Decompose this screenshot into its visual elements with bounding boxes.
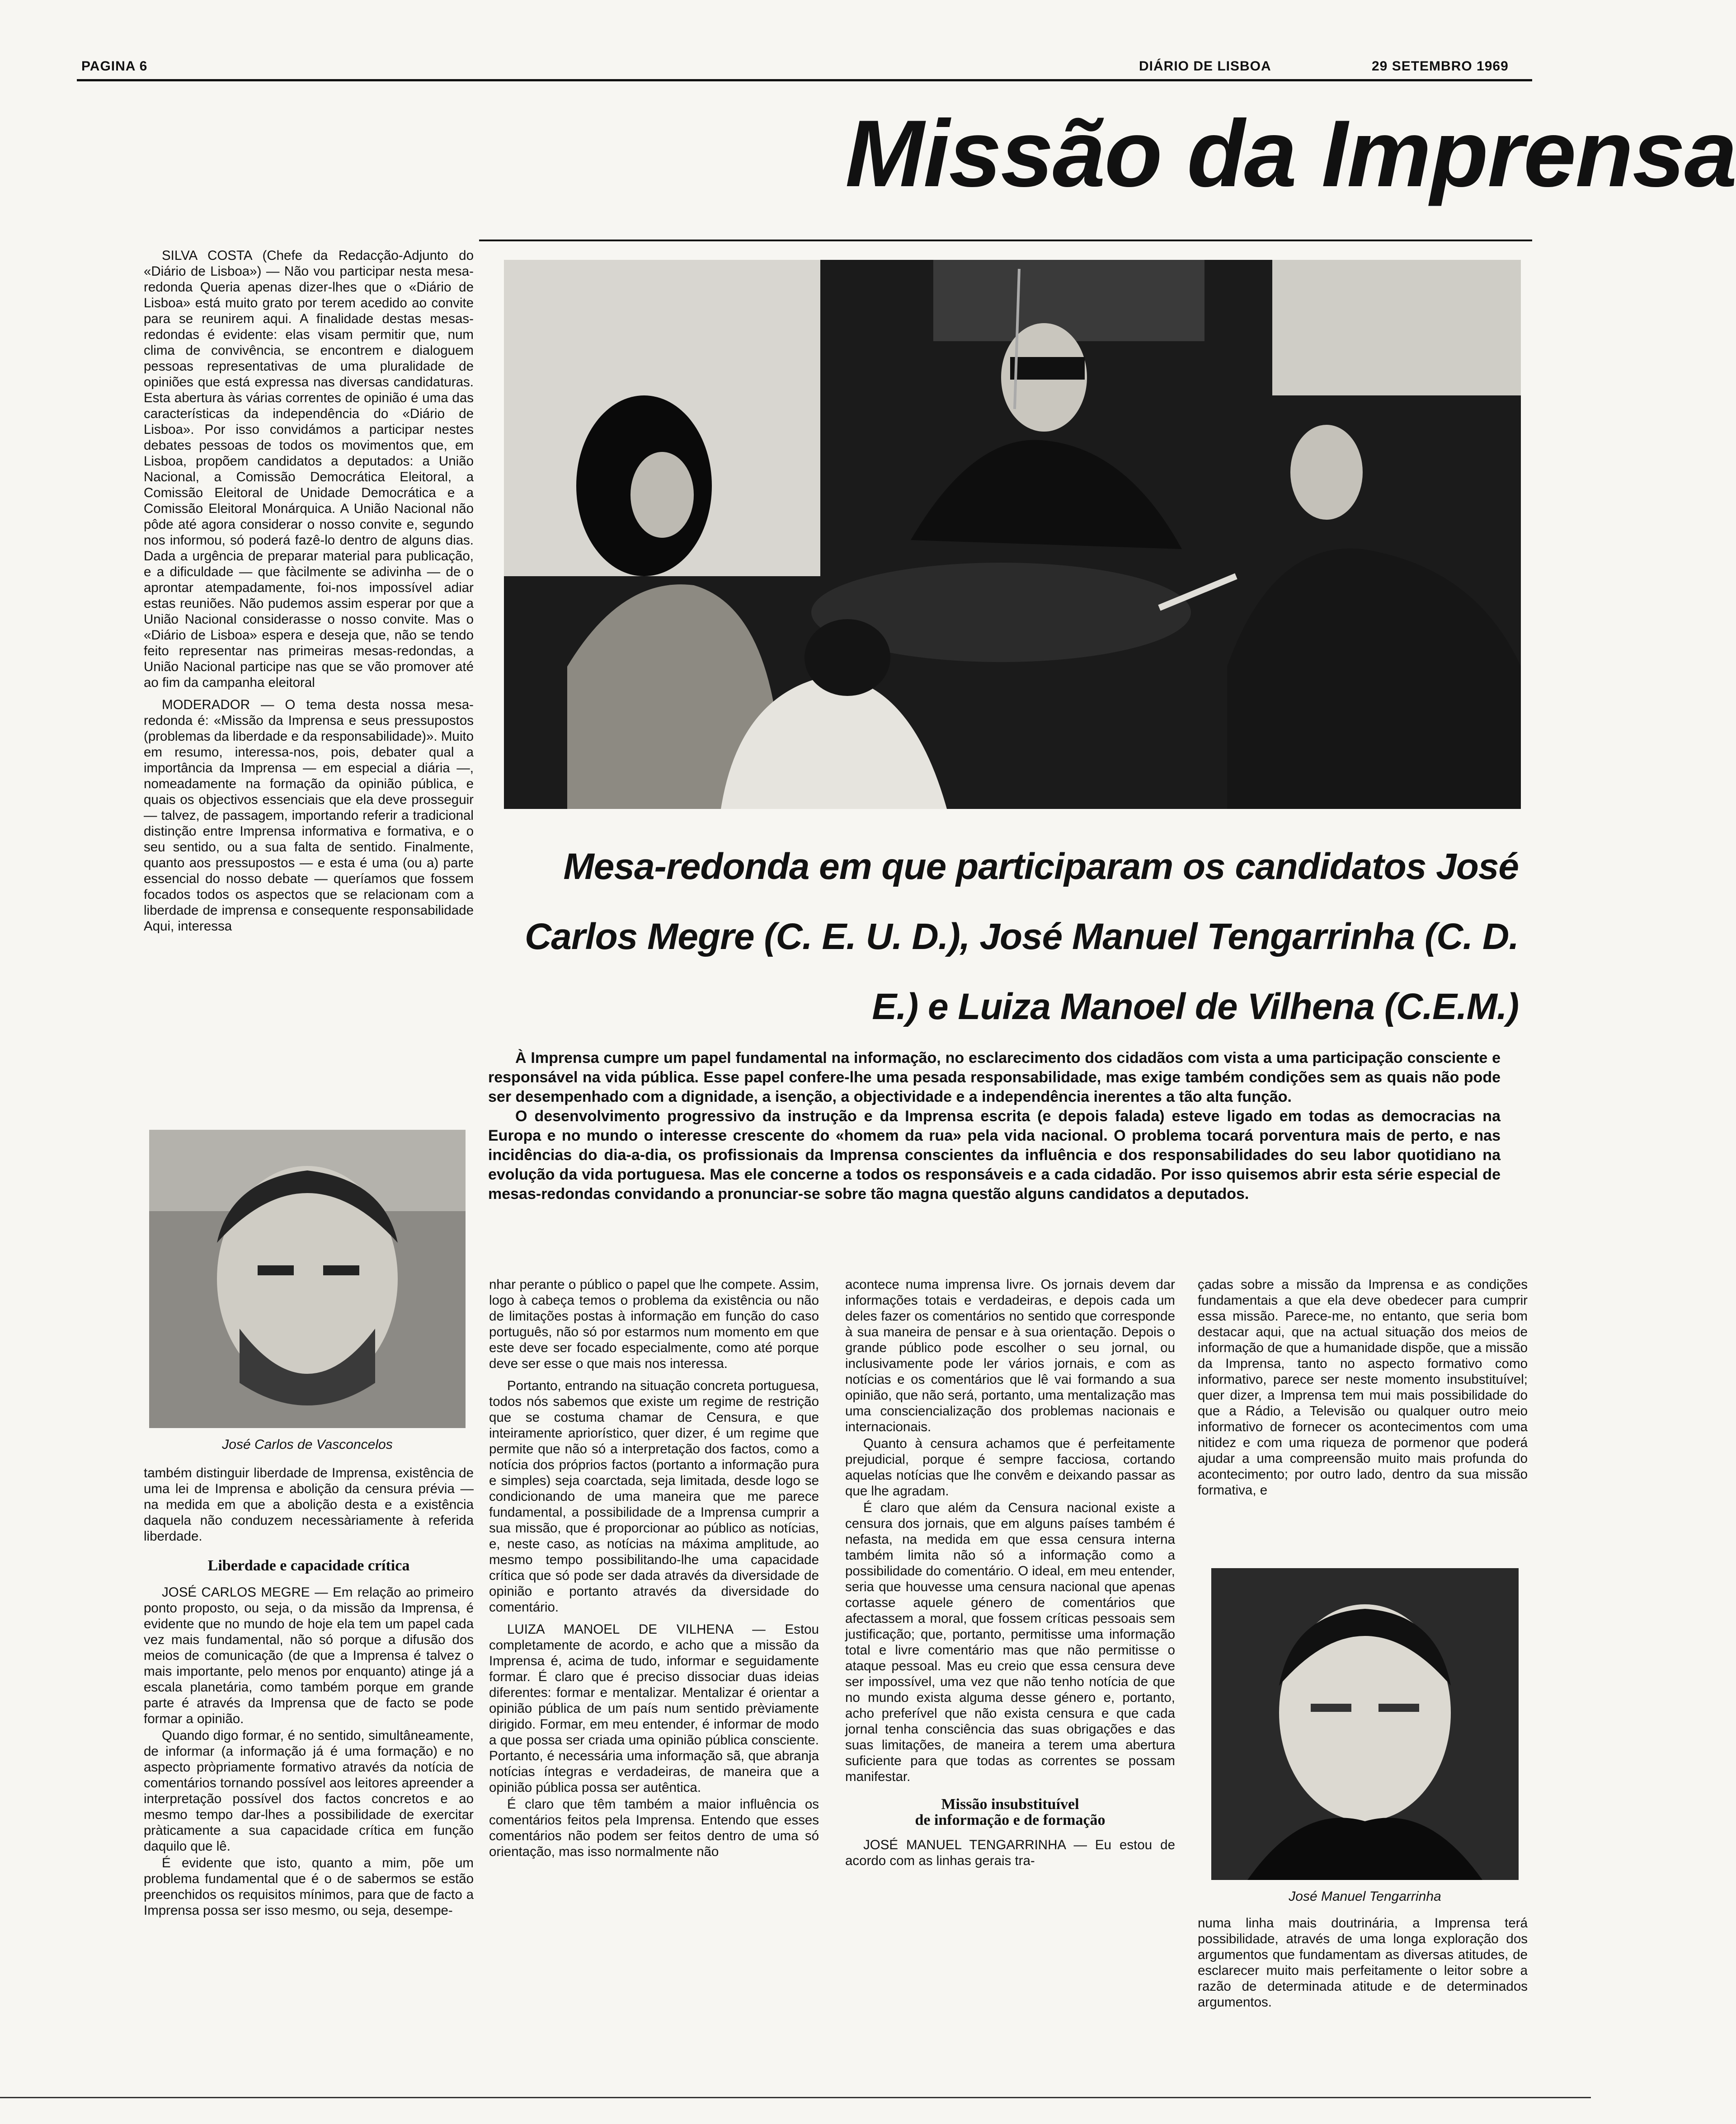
- issue-date: 29 SETEMBRO 1969: [1372, 59, 1509, 74]
- portrait-tengarrinha: [1211, 1568, 1519, 1880]
- bottom-rule: [0, 2097, 1591, 2098]
- tengarrinha-paragraph: JOSÉ MANUEL TENGARRINHA — Eu estou de acordo com as linhas gerais tra-: [845, 1837, 1179, 1868]
- newspaper-name: DIÁRIO DE LISBOA: [1139, 59, 1271, 74]
- page-number: PAGINA 6: [81, 59, 148, 74]
- column-1-bottom: [144, 1465, 478, 1918]
- vilhena-paragraph: LUIZA MANOEL DE VILHENA — Estou completamente de acordo, e acho que a missão da Imprensa é, acima de tudo, informar e seguidamente formar. É claro que é preciso dissociar duas ideias diferentes: formar e mentalizar. Mentalizar é orientar a opinião pública de um país num sentido prèviamente dirigido. Formar, em meu entender, é informar de modo a que possa ser criada uma opinião pública consciente. Portanto, é necessária uma informação sã, que abranja notícias íntegras e verdadeiras, de maneira que a opinião pública possa ser autêntica.: [489, 1622, 823, 1795]
- header-rule: [77, 79, 1532, 81]
- column-4-top: [1198, 1277, 1532, 1498]
- roundtable-photo: [504, 260, 1521, 809]
- section-heading-freedom: Liberdade e capacidade crítica: [207, 1557, 410, 1574]
- lead-paragraph-1: À Imprensa cumpre um papel fundamental na informação, no esclarecimento dos cidadãos com vista a uma participação consciente e responsável na vida pública. Esse papel confere-lhe uma pesada responsabilidade, mas exige também condições sem as quais não pode ser desempenhado com a dignidade, a isenção, a objectividade e a independência inerentes a tão alta função.: [488, 1049, 1501, 1105]
- section-heading-mission-line1: Missão insubstituível: [941, 1796, 1079, 1813]
- col3-paragraph-1: acontece numa imprensa livre. Os jornais devem dar informações totais e verdadeiras, e depois cada um deles fazer os comentários no sentido que corresponde à sua maneira de pensar e à sua orientação. Depois o grande público pode escolher o seu jornal, ou inclusivamente pode ler vários jornais, e com as notícias e os comentários que lê vai formando a sua opinião, que não será, portanto, uma mentalização mas uma consciencialização dos problemas nacionais e internacionais.: [845, 1277, 1179, 1434]
- col2-paragraph-2: Portanto, entrando na situação concreta portuguesa, todos nós sabemos que existe um regime de restrição que se costuma chamar de Censura, e que inteiramente apriorístico, quer dizer, é um regime que permite que não só a interpretação dos factos, como a notícia dos próprios factos (portanto a informação pura e simples) seja coarctada, seja limitada, desde logo se condicionando de uma maneira que me parece fundamental, a possibilidade de a Imprensa cumprir a sua missão, que é proporcionar ao público as notícias, e, neste caso, as notícias na máxima amplitude, ao mesmo tempo possibilitando-lhe uma capacidade crítica que só pode ser dada através da diversidade de opinião e portanto através da diversidade do comentário.: [489, 1378, 823, 1615]
- silva-costa-paragraph: SILVA COSTA (Chefe da Redacção-Adjunto do «Diário de Lisboa») — Não vou participar nesta mesa-redonda Queria apenas dizer-lhes que o «Diário de Lisboa» está muito grato por terem acedido ao convite para se reunirem aqui. A finalidade destas mesas-redondas é evidente: elas visam permitir que, num clima de convivência, se encontrem e dialoguem pessoas representativas de uma pluralidade de opiniões que está expressa nas diversas candidaturas. Esta abertura às várias correntes de opinião é uma das características da independência do «Diário de Lisboa». Por isso convidámos a participar nestes debates pessoas de todos os movimentos que, em Lisboa, propõem candidatos a deputados: a União Nacional, a Comissão Democrática Eleitoral, a Comissão Eleitoral de Unidade Democrática e a Comissão Eleitoral Monárquica. A União Nacional não pôde até agora considerar o nosso convite e, segundo nos informou, só poderá fazê-lo dentro de alguns dias. Dada a urgência de preparar material para publicação, e a dificuldade — que fàcilmente se adivinha — de o aprontar atempadamente, foi-nos impossível adiar estas reuniões. Não pudemos assim esperar por que a União Nacional considerasse o nosso convite. Mas o «Diário de Lisboa» espera e deseja que, não se tendo feito representar nas primeiras mesas-redondas, a União Nacional participe nas que se vão promover até ao fim da campanha eleitoral: [144, 248, 478, 690]
- page-title: Missão da Imprensa: [845, 100, 1736, 207]
- moderator-paragraph: MODERADOR — O tema desta nossa mesa-redonda é: «Missão da Imprensa e seus pressupostos (problemas da liberdade e da responsabilidade)». Muito em resumo, interessa-nos, pois, debater qual a importância da Imprensa — em especial a diária —, nomeadamente na formação da opinião pública, e quais os objectivos essenciais que ela deve prosseguir — talvez, de passagem, importando referir a tradicional distinção entre Imprensa informativa e formativa, e o seu sentido, ou a sua falta de sentido. Finalmente, quanto aos pressupostos — e esta é uma (ou a) parte essencial do nosso debate — queríamos que fossem focados todos os aspectos que se relacionam com a liberdade de imprensa e consequente responsabilidade Aqui, interessa: [144, 697, 478, 934]
- headline: Mesa-redonda em que participaram os candidatos José Carlos Megre (C. E. U. D.), José Manuel Tengarrinha (C. D. E.) e Luiza Manoel de Vilhena (C.E.M.): [525, 846, 1519, 1027]
- lead-paragraph-2: O desenvolvimento progressivo da instrução e da Imprensa escrita (e depois falada) esteve ligado em todas as democracias na Europa e no mundo o interesse crescente do «homem da rua» pela vida nacional. O problema tocará porventura mais de perto, e nas incidências do dia-a-dia, os profissionais da Imprensa conscientes da influência e dos responsabilidades do seu labor quotidiano na evolução da vida portuguesa. Mas ele concerne a todos os responsáveis e a cada cidadão. Por isso quisemos abrir esta série especial de mesas-redondas convidando a pronunciar-se sobre tão magna questão alguns candidatos a deputados.: [488, 1108, 1501, 1203]
- intro-column: [144, 248, 478, 934]
- megre-paragraph-2: Quando digo formar, é no sentido, simultâneamente, de informar (a informação já é uma formação) e no aspecto pròpriamente formativo através da notícia de comentários tornando possível aos leitores apreender a interpretação possível dos factos concretos e ao mesmo tempo dar-lhes a possibilidade de exercitar pràticamente a sua capacidade crítica em função daquilo que lê.: [144, 1728, 478, 1854]
- megre-paragraph-3: É evidente que isto, quanto a mim, põe um problema fundamental que é o de sabermos se estão preenchidos os requisitos mínimos, para que de facto a Imprensa possa ser isso mesmo, ou seja, desempe-: [144, 1856, 478, 1918]
- col3-paragraph-2: Quanto à censura achamos que é perfeitamente prejudicial, porque é sempre facciosa, cortando aquelas notícias que lhe convêm e deixando passar as que lhe agradam.: [845, 1436, 1179, 1499]
- lead-text: [488, 1048, 1501, 1204]
- title-rule: [479, 240, 1532, 241]
- column-3: [845, 1277, 1179, 1869]
- col2-paragraph-4: É claro que têm também a maior influência os comentários feitos pela Imprensa. Entendo que esses comentários não podem ser feitos dentro de uma só orientação, mas isso normalmente não: [489, 1797, 823, 1859]
- portrait-vasconcelos: [149, 1130, 466, 1428]
- col4-paragraph-1: çadas sobre a missão da Imprensa e as condições fundamentais a que ela deve obedecer para cumprir essa missão. Parece-me, no entanto, que seria bom destacar aqui, que na actual situação dos meios de informação de que a humanidade dispõe, que a missão da Imprensa, tanto no aspecto formativo como informativo, parece ser neste momento insubstituível; quer dizer, a Imprensa tem mui mais possibilidade do que a Rádio, a Televisão ou qualquer outro meio informativo de fornecer os acontecimentos com uma nitidez e com uma riqueza de pormenor que poderá ajudar a uma compreensão muito mais profunda do acontecimento; por outro lado, dentro da sua missão formativa, e: [1198, 1277, 1532, 1498]
- caption-vasconcelos: José Carlos de Vasconcelos: [222, 1437, 393, 1452]
- col3-paragraph-3: É claro que além da Censura nacional existe a censura dos jornais, que em alguns países também é nefasta, na medida em que essa censura interna também limita não só a informação como a possibilidade do comentário. O ideal, em meu entender, seria que houvesse uma censura nacional que apenas cortasse aquele género de comentários que afectassem a moral, que fossem críticas pessoais sem justificação; que, portanto, permitisse uma informação total e livre comentário mas que não permitisse o ataque pessoal. Mas eu creio que essa censura deve ser impossível, uma vez que não tenho notícia de que no mundo exista alguma desse género e, portanto, acho preferível que não exista censura e que cada jornal tenha consciência das suas obrigações e das suas limitações, de maneira a terem uma abertura suficiente para que todas as correntes se possam manifestar.: [845, 1500, 1179, 1784]
- col2-paragraph-1: nhar perante o público o papel que lhe compete. Assim, logo à cabeça temos o problema da existência ou não de limitações postas à informação em função do caso português, não só por estarmos num momento em que este deve ser focado especialmente, como até porque deve ser esse o que mais nos interessa.: [489, 1277, 823, 1371]
- section-heading-mission-line2: de informação e de formação: [915, 1812, 1106, 1828]
- censorship-paragraph: também distinguir liberdade de Imprensa, existência de uma lei de Imprensa e abolição da censura prévia — na medida em que a abolição desta e a existência daquela não conduzem necessàriamente à referida liberdade.: [144, 1466, 478, 1544]
- col4-paragraph-2: numa linha mais doutrinária, a Imprensa terá possibilidade, através de uma longa exploração dos argumentos que fundamentam as diversas atitudes, de esclarecer muito mais perfeitamente o leitor sobre a razão de determinada atitude e de determinados argumentos.: [1198, 1916, 1532, 2010]
- megre-paragraph-1: JOSÉ CARLOS MEGRE — Em relação ao primeiro ponto proposto, ou seja, o da missão da Imprensa, é evidente que no mundo de hoje ela tem um papel cada vez mais fundamental, não só porque a difusão dos meios de comunicação (de que a Imprensa é talvez o mais importante, pelo menos por enquanto) atinge já a escala planetária, como também porque em grande parte é através da Imprensa que de facto se pode formar a opinião.: [144, 1585, 478, 1726]
- caption-tengarrinha: José Manuel Tengarrinha: [1289, 1889, 1441, 1904]
- column-2: [489, 1277, 823, 1860]
- column-4-bottom: [1198, 1915, 1532, 2010]
